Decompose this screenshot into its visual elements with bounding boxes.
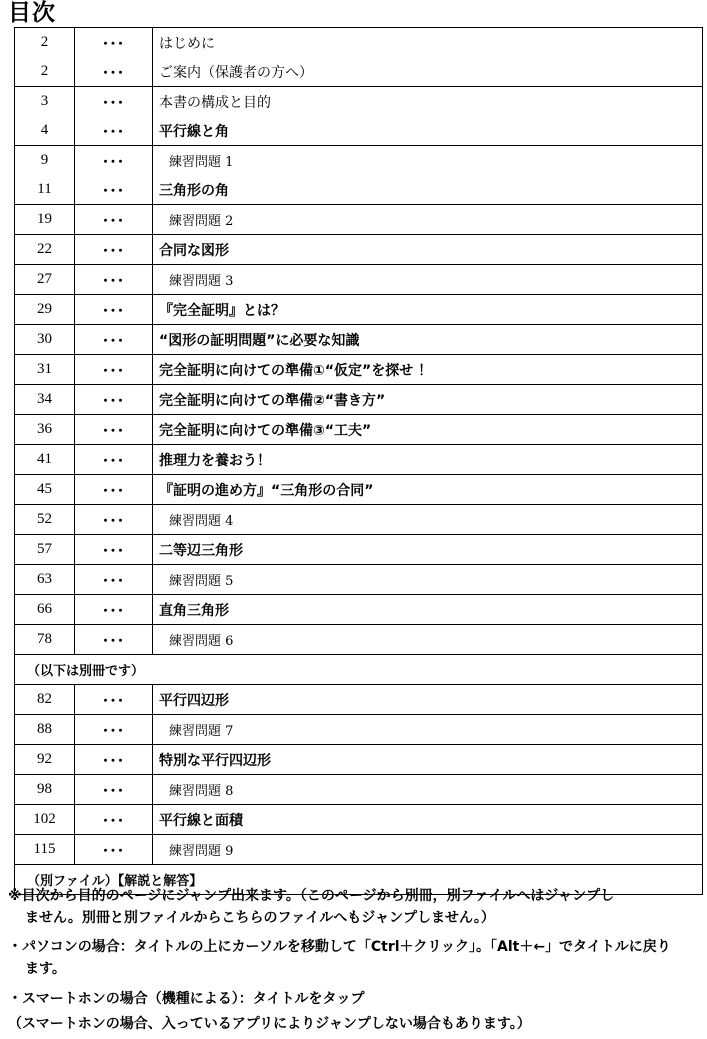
toc-dots: ･･･ (75, 835, 153, 865)
toc-title-link[interactable]: 『完全証明』とは？ (153, 295, 703, 325)
toc-row[interactable] (15, 445, 703, 475)
toc-page: 82 (15, 685, 75, 715)
toc-row[interactable] (15, 415, 703, 445)
toc-title-link[interactable]: ご案内（保護者の方へ） (153, 57, 703, 87)
toc-page: 41 (15, 445, 75, 475)
toc-page: 27 (15, 265, 75, 295)
toc-row[interactable] (15, 175, 703, 205)
toc-title-link[interactable]: 平行四辺形 (153, 685, 703, 715)
toc-dots: ･･･ (75, 146, 153, 176)
toc-title-link[interactable]: 平行線と角 (153, 116, 703, 146)
note-line: ません。別冊と別ファイルからこちらのファイルへもジャンプしません。） (25, 910, 495, 926)
toc-row[interactable] (15, 535, 703, 565)
toc-page: 22 (15, 235, 75, 265)
toc-dots: ･･･ (75, 325, 153, 355)
toc-title-link[interactable]: 完全証明に向けての準備③“工夫” (153, 415, 703, 445)
toc-row[interactable] (15, 685, 703, 715)
toc-row[interactable] (15, 385, 703, 415)
toc-title-link[interactable]: 直角三角形 (153, 595, 703, 625)
toc-page: 45 (15, 475, 75, 505)
toc-dots: ･･･ (75, 28, 153, 58)
toc-row[interactable] (15, 595, 703, 625)
toc-page: 52 (15, 505, 75, 535)
toc-row[interactable] (15, 835, 703, 865)
toc-title-link[interactable]: 練習問題 2 (153, 205, 703, 235)
toc-page: 88 (15, 715, 75, 745)
toc-title-link[interactable]: 練習問題 1 (153, 146, 703, 176)
toc-title-link[interactable]: 完全証明に向けての準備②“書き方” (153, 385, 703, 415)
toc-dots: ･･･ (75, 775, 153, 805)
toc-row[interactable] (15, 475, 703, 505)
toc-page: 34 (15, 385, 75, 415)
toc-row[interactable] (15, 745, 703, 775)
toc-row[interactable] (15, 295, 703, 325)
toc-dots: ･･･ (75, 295, 153, 325)
toc-row[interactable] (15, 87, 703, 117)
toc-dots: ･･･ (75, 475, 153, 505)
toc-dots: ･･･ (75, 745, 153, 775)
toc-title-link[interactable]: 練習問題 4 (153, 505, 703, 535)
toc-title-link[interactable]: 本書の構成と目的 (153, 87, 703, 117)
toc-title-link[interactable]: 練習問題 3 (153, 265, 703, 295)
separator-label: （以下は別冊です） (15, 655, 703, 685)
toc-row[interactable] (15, 355, 703, 385)
toc-row[interactable] (15, 57, 703, 87)
toc-dots: ･･･ (75, 445, 153, 475)
toc-page: 4 (15, 116, 75, 146)
toc-title-link[interactable]: 練習問題 9 (153, 835, 703, 865)
note-line: ・パソコンの場合：タイトルの上にカーソルを移動して「Ctrl＋クリック」。「Alt＋←」でタイトルに戻り (8, 939, 671, 955)
toc-page: 36 (15, 415, 75, 445)
note-line: （スマートホンの場合、入っているアプリによりジャンプしない場合もあります。） (8, 1016, 531, 1032)
toc-title-link[interactable]: 完全証明に向けての準備①“仮定”を探せ ！ (153, 355, 703, 385)
toc-row[interactable] (15, 505, 703, 535)
toc-row[interactable] (15, 116, 703, 146)
toc-row[interactable] (15, 775, 703, 805)
toc-dots: ･･･ (75, 625, 153, 655)
toc-page: 63 (15, 565, 75, 595)
toc-page: 98 (15, 775, 75, 805)
toc-dots: ･･･ (75, 235, 153, 265)
toc-title-link[interactable]: 合同な図形 (153, 235, 703, 265)
toc-title-link[interactable]: 練習問題 6 (153, 625, 703, 655)
toc-dots: ･･･ (75, 685, 153, 715)
toc-dots: ･･･ (75, 265, 153, 295)
toc-dots: ･･･ (75, 595, 153, 625)
toc-page: 3 (15, 87, 75, 117)
toc-page: 2 (15, 28, 75, 58)
toc-page: 57 (15, 535, 75, 565)
note-line: ・スマートホンの場合（機種による）：タイトルをタップ (8, 991, 365, 1007)
toc-dots: ･･･ (75, 87, 153, 117)
toc-table (14, 27, 703, 895)
toc-title-link[interactable]: 『証明の進め方』“三角形の合同” (153, 475, 703, 505)
toc-title-link[interactable]: 推理力を養おう！ (153, 445, 703, 475)
toc-page: 29 (15, 295, 75, 325)
toc-title-link[interactable]: 練習問題 7 (153, 715, 703, 745)
toc-page: 78 (15, 625, 75, 655)
toc-dots: ･･･ (75, 385, 153, 415)
toc-page: 31 (15, 355, 75, 385)
toc-row[interactable] (15, 325, 703, 355)
note-line: ※目次から目的のページにジャンプ出来ます。（このページから別冊，別ファイルへはジャンプし (8, 888, 615, 904)
toc-row[interactable] (15, 205, 703, 235)
toc-page: 30 (15, 325, 75, 355)
toc-dots: ･･･ (75, 205, 153, 235)
toc-title-link[interactable]: “図形の証明問題”に必要な知識 (153, 325, 703, 355)
toc-dots: ･･･ (75, 415, 153, 445)
toc-title-link[interactable]: 特別な平行四辺形 (153, 745, 703, 775)
toc-title-link[interactable]: 平行線と面積 (153, 805, 703, 835)
note-line: ます。 (25, 961, 66, 977)
toc-dots: ･･･ (75, 805, 153, 835)
toc-row[interactable] (15, 565, 703, 595)
page-title: 目次 (8, 0, 56, 26)
separator-row (15, 655, 703, 685)
toc-title-link[interactable]: 練習問題 8 (153, 775, 703, 805)
answer-file-link[interactable]: （別ファイル）【解説と解答】 (15, 865, 703, 895)
toc-page: 66 (15, 595, 75, 625)
toc-row[interactable] (15, 146, 703, 176)
toc-page: 2 (15, 57, 75, 87)
toc-row[interactable] (15, 715, 703, 745)
toc-dots: ･･･ (75, 715, 153, 745)
toc-row[interactable] (15, 625, 703, 655)
toc-row[interactable] (15, 235, 703, 265)
toc-title-link[interactable]: はじめに (153, 28, 703, 58)
toc-row[interactable] (15, 805, 703, 835)
toc-page: 115 (15, 835, 75, 865)
toc-title-link[interactable]: 三角形の角 (153, 175, 703, 205)
toc-page: 11 (15, 175, 75, 205)
toc-dots: ･･･ (75, 116, 153, 146)
toc-row[interactable] (15, 28, 703, 58)
toc-dots: ･･･ (75, 505, 153, 535)
toc-dots: ･･･ (75, 535, 153, 565)
toc-page: 102 (15, 805, 75, 835)
toc-dots: ･･･ (75, 57, 153, 87)
toc-dots: ･･･ (75, 565, 153, 595)
toc-row[interactable] (15, 265, 703, 295)
toc-title-link[interactable]: 練習問題 5 (153, 565, 703, 595)
toc-page: 19 (15, 205, 75, 235)
toc-page: 9 (15, 146, 75, 176)
toc-title-link[interactable]: 二等辺三角形 (153, 535, 703, 565)
toc-page: 92 (15, 745, 75, 775)
toc-dots: ･･･ (75, 175, 153, 205)
toc-dots: ･･･ (75, 355, 153, 385)
